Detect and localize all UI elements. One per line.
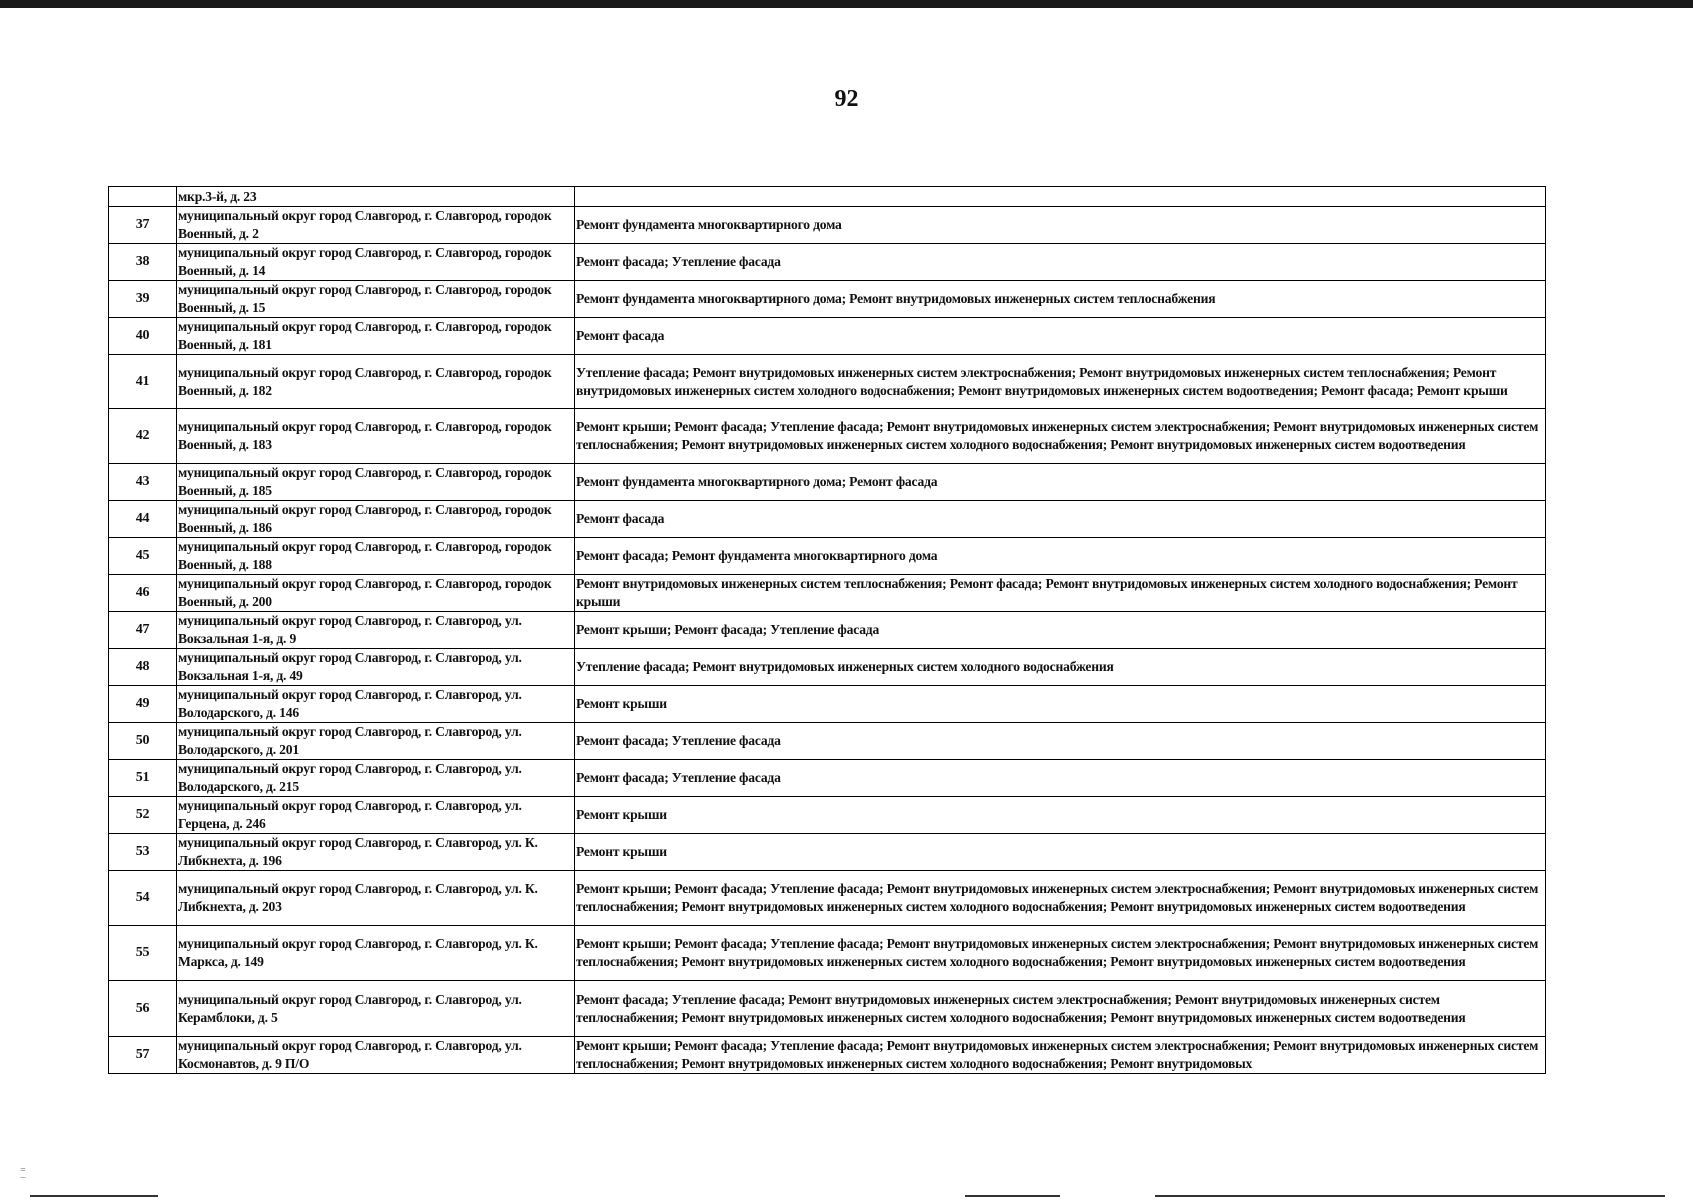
row-works: Ремонт крыши; Ремонт фасада; Утепление фасада; Ремонт внутридомовых инженерных систем электроснабжения; Ремонт внутридомовых инженерных систем теплоснабжения; Ремонт внутридомовых инженерных систем холодного водоснабжения; Ремонт внутридомовых инженерных систем водоотведения xyxy=(575,926,1546,981)
row-works: Ремонт крыши; Ремонт фасада; Утепление фасада; Ремонт внутридомовых инженерных систем электроснабжения; Ремонт внутридомовых инженерных систем теплоснабжения; Ремонт внутридомовых инженерных систем холодного водоснабжения; Ремонт внутридомовых xyxy=(575,1037,1546,1074)
table-row xyxy=(109,464,1546,501)
row-address: муниципальный округ город Славгород, г. Славгород, городок Военный, д. 181 xyxy=(177,318,575,355)
table-row xyxy=(109,981,1546,1037)
row-works: Утепление фасада; Ремонт внутридомовых инженерных систем электроснабжения; Ремонт внутридомовых инженерных систем теплоснабжения; Ремонт внутридомовых инженерных систем холодного водоснабжения; Ремонт внутридомовых инженерных систем водоотведения; Ремонт фасада; Ремонт крыши xyxy=(575,355,1546,409)
row-number: 53 xyxy=(109,834,177,871)
row-address: муниципальный округ город Славгород, г. Славгород, ул. К. Маркса, д. 149 xyxy=(177,926,575,981)
row-address: муниципальный округ город Славгород, г. Славгород, ул. Космонавтов, д. 9 П/О xyxy=(177,1037,575,1074)
row-address: муниципальный округ город Славгород, г. Славгород, ул. Герцена, д. 246 xyxy=(177,797,575,834)
table-row xyxy=(109,318,1546,355)
row-works: Ремонт фасада; Утепление фасада xyxy=(575,723,1546,760)
row-number: 49 xyxy=(109,686,177,723)
repair-works-table xyxy=(108,186,1546,1074)
table-row xyxy=(109,501,1546,538)
row-number: 42 xyxy=(109,409,177,464)
row-number: 46 xyxy=(109,575,177,612)
row-number: 51 xyxy=(109,760,177,797)
row-works: Ремонт фундамента многоквартирного дома xyxy=(575,207,1546,244)
row-number: 55 xyxy=(109,926,177,981)
row-works: Утепление фасада; Ремонт внутридомовых инженерных систем холодного водоснабжения xyxy=(575,649,1546,686)
row-works: Ремонт фасада; Утепление фасада; Ремонт внутридомовых инженерных систем электроснабжения; Ремонт внутридомовых инженерных систем теплоснабжения; Ремонт внутридомовых инженерных систем холодного водоснабжения; Ремонт внутридомовых инженерных систем водоотведения xyxy=(575,981,1546,1037)
row-number: 56 xyxy=(109,981,177,1037)
row-number: 43 xyxy=(109,464,177,501)
row-number: 39 xyxy=(109,281,177,318)
table-body xyxy=(109,187,1546,1074)
row-address: муниципальный округ город Славгород, г. Славгород, городок Военный, д. 186 xyxy=(177,501,575,538)
table-row xyxy=(109,355,1546,409)
row-works: Ремонт крыши xyxy=(575,797,1546,834)
table-row xyxy=(109,797,1546,834)
footer-rule-mid xyxy=(965,1195,1060,1197)
footer-rule-right xyxy=(1155,1195,1665,1197)
row-address: муниципальный округ город Славгород, г. Славгород, городок Военный, д. 200 xyxy=(177,575,575,612)
row-address: муниципальный округ город Славгород, г. Славгород, городок Военный, д. 182 xyxy=(177,355,575,409)
row-works: Ремонт фундамента многоквартирного дома; Ремонт фасада xyxy=(575,464,1546,501)
row-works: Ремонт крыши; Ремонт фасада; Утепление фасада xyxy=(575,612,1546,649)
row-address: муниципальный округ город Славгород, г. Славгород, городок Военный, д. 183 xyxy=(177,409,575,464)
row-works: Ремонт фасада; Утепление фасада xyxy=(575,760,1546,797)
row-number: 47 xyxy=(109,612,177,649)
table-row xyxy=(109,409,1546,464)
row-number: 38 xyxy=(109,244,177,281)
row-works: Ремонт фасада; Ремонт фундамента многоквартирного дома xyxy=(575,538,1546,575)
table-row xyxy=(109,760,1546,797)
row-number: 37 xyxy=(109,207,177,244)
table-row xyxy=(109,538,1546,575)
footer-rule-left xyxy=(30,1195,158,1197)
row-number: 44 xyxy=(109,501,177,538)
row-address: муниципальный округ город Славгород, г. Славгород, ул. Володарского, д. 146 xyxy=(177,686,575,723)
row-number: 50 xyxy=(109,723,177,760)
row-number: 54 xyxy=(109,871,177,926)
row-works: Ремонт фасада xyxy=(575,501,1546,538)
row-address: муниципальный округ город Славгород, г. Славгород, городок Военный, д. 2 xyxy=(177,207,575,244)
row-number: 57 xyxy=(109,1037,177,1074)
table-row xyxy=(109,281,1546,318)
row-address: муниципальный округ город Славгород, г. Славгород, городок Военный, д. 14 xyxy=(177,244,575,281)
row-address: муниципальный округ город Славгород, г. Славгород, ул. К. Либкнехта, д. 203 xyxy=(177,871,575,926)
row-address: муниципальный округ город Славгород, г. Славгород, ул. Керамблоки, д. 5 xyxy=(177,981,575,1037)
table-row xyxy=(109,926,1546,981)
table-row xyxy=(109,686,1546,723)
row-number: 45 xyxy=(109,538,177,575)
row-address: мкр.3-й, д. 23 xyxy=(177,187,575,207)
table-row xyxy=(109,1037,1546,1074)
row-address: муниципальный округ город Славгород, г. Славгород, ул. К. Либкнехта, д. 196 xyxy=(177,834,575,871)
row-number: 41 xyxy=(109,355,177,409)
scan-artifact: ⁼̲ xyxy=(20,1166,26,1178)
row-number: 52 xyxy=(109,797,177,834)
table-row xyxy=(109,207,1546,244)
table-row xyxy=(109,649,1546,686)
row-number xyxy=(109,187,177,207)
row-works: Ремонт фасада; Утепление фасада xyxy=(575,244,1546,281)
scan-top-border xyxy=(0,0,1693,8)
row-address: муниципальный округ город Славгород, г. Славгород, городок Военный, д. 185 xyxy=(177,464,575,501)
row-works: Ремонт крыши xyxy=(575,834,1546,871)
row-address: муниципальный округ город Славгород, г. Славгород, ул. Вокзальная 1-я, д. 9 xyxy=(177,612,575,649)
row-works: Ремонт фундамента многоквартирного дома; Ремонт внутридомовых инженерных систем теплоснабжения xyxy=(575,281,1546,318)
page-number: 92 xyxy=(834,86,859,112)
row-number: 40 xyxy=(109,318,177,355)
table-row xyxy=(109,187,1546,207)
row-number: 48 xyxy=(109,649,177,686)
row-works: Ремонт крыши; Ремонт фасада; Утепление фасада; Ремонт внутридомовых инженерных систем электроснабжения; Ремонт внутридомовых инженерных систем теплоснабжения; Ремонт внутридомовых инженерных систем холодного водоснабжения; Ремонт внутридомовых инженерных систем водоотведения xyxy=(575,871,1546,926)
row-works: Ремонт крыши; Ремонт фасада; Утепление фасада; Ремонт внутридомовых инженерных систем электроснабжения; Ремонт внутридомовых инженерных систем теплоснабжения; Ремонт внутридомовых инженерных систем холодного водоснабжения; Ремонт внутридомовых инженерных систем водоотведения xyxy=(575,409,1546,464)
table-row xyxy=(109,612,1546,649)
row-address: муниципальный округ город Славгород, г. Славгород, городок Военный, д. 188 xyxy=(177,538,575,575)
table-row xyxy=(109,834,1546,871)
row-works: Ремонт крыши xyxy=(575,686,1546,723)
table-row xyxy=(109,244,1546,281)
row-works xyxy=(575,187,1546,207)
row-address: муниципальный округ город Славгород, г. Славгород, городок Военный, д. 15 xyxy=(177,281,575,318)
row-works: Ремонт внутридомовых инженерных систем теплоснабжения; Ремонт фасада; Ремонт внутридомовых инженерных систем холодного водоснабжения; Ремонт крыши xyxy=(575,575,1546,612)
row-address: муниципальный округ город Славгород, г. Славгород, ул. Володарского, д. 215 xyxy=(177,760,575,797)
table-row xyxy=(109,575,1546,612)
row-address: муниципальный округ город Славгород, г. Славгород, ул. Володарского, д. 201 xyxy=(177,723,575,760)
row-address: муниципальный округ город Славгород, г. Славгород, ул. Вокзальная 1-я, д. 49 xyxy=(177,649,575,686)
table-row xyxy=(109,723,1546,760)
table-row xyxy=(109,871,1546,926)
row-works: Ремонт фасада xyxy=(575,318,1546,355)
